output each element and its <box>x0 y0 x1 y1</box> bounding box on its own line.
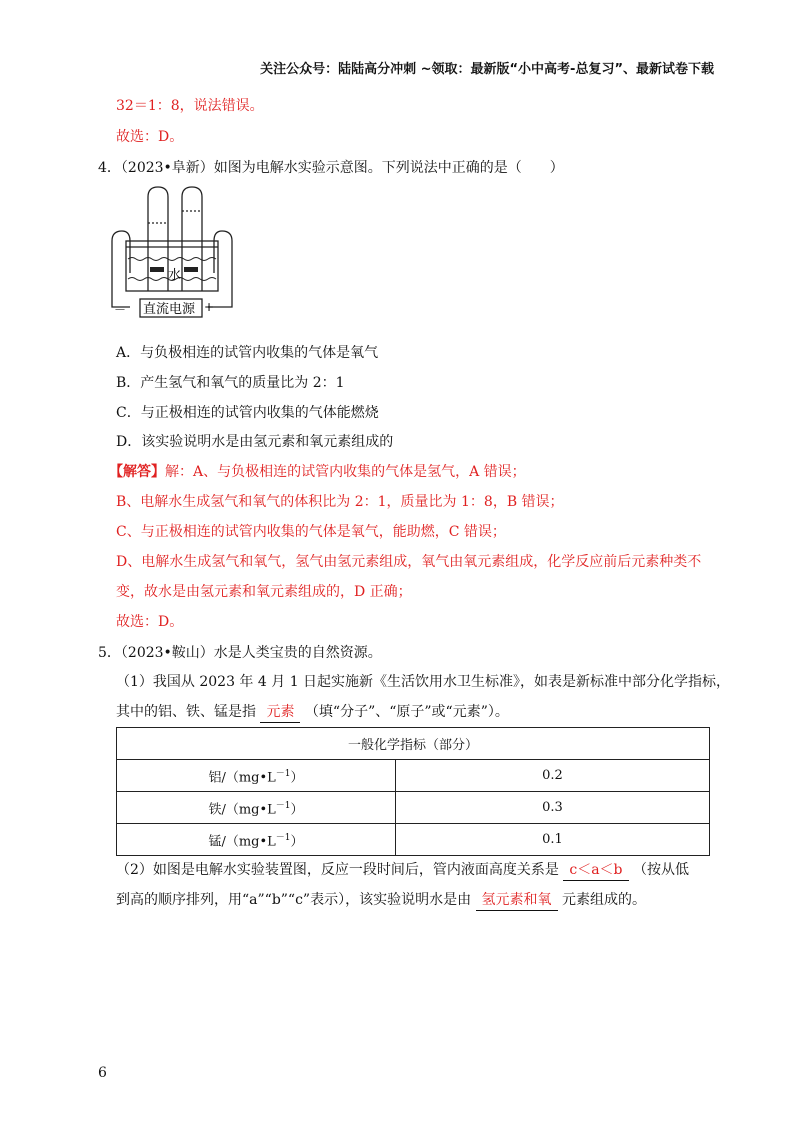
q5-part2-line2 <box>116 890 646 911</box>
electrolysis-apparatus-figure <box>108 183 238 328</box>
minus-sign: － <box>114 303 127 317</box>
q5-part1-line1: （1）我国从 2023 年 4 月 1 日起实施新《生活饮用水卫生标准》，如表是新标准中部分化学指标， <box>116 674 731 690</box>
prev-answer-line: 32＝1：8，说法错误。 <box>116 98 264 114</box>
answer-blank-levels: c＜a＜b <box>563 860 628 881</box>
right-wire <box>208 231 232 307</box>
left-test-tube <box>148 187 168 291</box>
q5-part1-post: （填“分子”、“原子”或“元素”）。 <box>304 704 509 720</box>
option-c: C．与正极相连的试管内收集的气体能燃烧 <box>116 405 379 421</box>
option-d: D．该实验说明水是由氢元素和氧元素组成的 <box>116 434 394 450</box>
answer-line-5: 变，故水是由氢元素和氧元素组成的，D 正确； <box>116 584 412 600</box>
prev-answer-choice: 故选：D。 <box>116 129 184 145</box>
left-wire <box>112 231 130 307</box>
answer-line-3: C、与正极相连的试管内收集的气体是氧气，能助燃，C 错误； <box>116 524 506 540</box>
q5-part2-pre: （2）如图是电解水实验装置图，反应一段时间后，管内液面高度关系是 <box>116 862 559 878</box>
q5-part1-line2 <box>116 702 509 723</box>
water-label: 水 <box>168 268 182 283</box>
row-value: 0.3 <box>396 792 710 824</box>
page-header: 关注公众号：陆陆高分冲刺 ~领取：最新版“小中高考-总复习”、最新试卷下载 <box>260 62 714 77</box>
row-name: 铁$/(mg•L^{-1})$ <box>117 792 396 824</box>
answer-blank-element: 元素 <box>260 702 300 723</box>
question-4-stem: 4．（2023•阜新）如图为电解水实验示意图。下列说法中正确的是（ ） <box>98 160 564 176</box>
question-5-stem: 5．（2023•鞍山）水是人类宝贵的自然资源。 <box>98 645 382 661</box>
row-value: 0.1 <box>396 824 710 856</box>
right-test-tube <box>182 187 202 291</box>
anode-electrode <box>184 267 198 272</box>
answer-choice: 故选：D。 <box>116 614 184 630</box>
option-b: B．产生氢气和氧气的质量比为 2：1 <box>116 375 345 391</box>
answer-line-1 <box>109 462 526 482</box>
table-row <box>117 824 710 856</box>
table-title: 一般化学指标（部分） <box>117 728 710 760</box>
row-value: 0.2 <box>396 760 710 792</box>
q5-part2-line2-pre: 到高的顺序排列，用“a”“b”“c”表示），该实验说明水是由 <box>116 892 472 908</box>
row-name: 铝$/(mg•L^{-1})$ <box>117 760 396 792</box>
beaker <box>126 241 218 291</box>
option-a: A．与负极相连的试管内收集的气体是氧气 <box>116 345 379 361</box>
table-row <box>117 792 710 824</box>
answer-blank-elements: 氢元素和氧 <box>476 890 558 911</box>
answer-line-4: D、电解水生成氢气和氧气，氢气由氢元素组成，氧气由氧元素组成，化学反应前后元素种类不 <box>116 554 702 570</box>
chemical-indicator-table <box>116 727 710 856</box>
power-supply-label: 直流电源 <box>143 302 196 317</box>
plus-sign: + <box>204 300 215 314</box>
page-number: 6 <box>98 1065 107 1081</box>
table-row <box>117 760 710 792</box>
answer-line-2: B、电解水生成氢气和氧气的体积比为 2：1，质量比为 1：8，B 错误； <box>116 494 564 510</box>
row-name: 锰$/(mg•L^{-1})$ <box>117 824 396 856</box>
cathode-electrode <box>150 267 164 272</box>
q5-part2-line2-post: 元素组成的。 <box>562 892 646 908</box>
answer-text-1: 解：A、与负极相连的试管内收集的气体是氢气，A 错误； <box>165 464 526 480</box>
q5-part2-line1 <box>116 860 689 881</box>
answer-tag: 【解答】 <box>109 464 165 480</box>
q5-part1-pre: 其中的铝、铁、锰是指 <box>116 704 256 720</box>
q5-part2-post: （按从低 <box>632 862 689 878</box>
